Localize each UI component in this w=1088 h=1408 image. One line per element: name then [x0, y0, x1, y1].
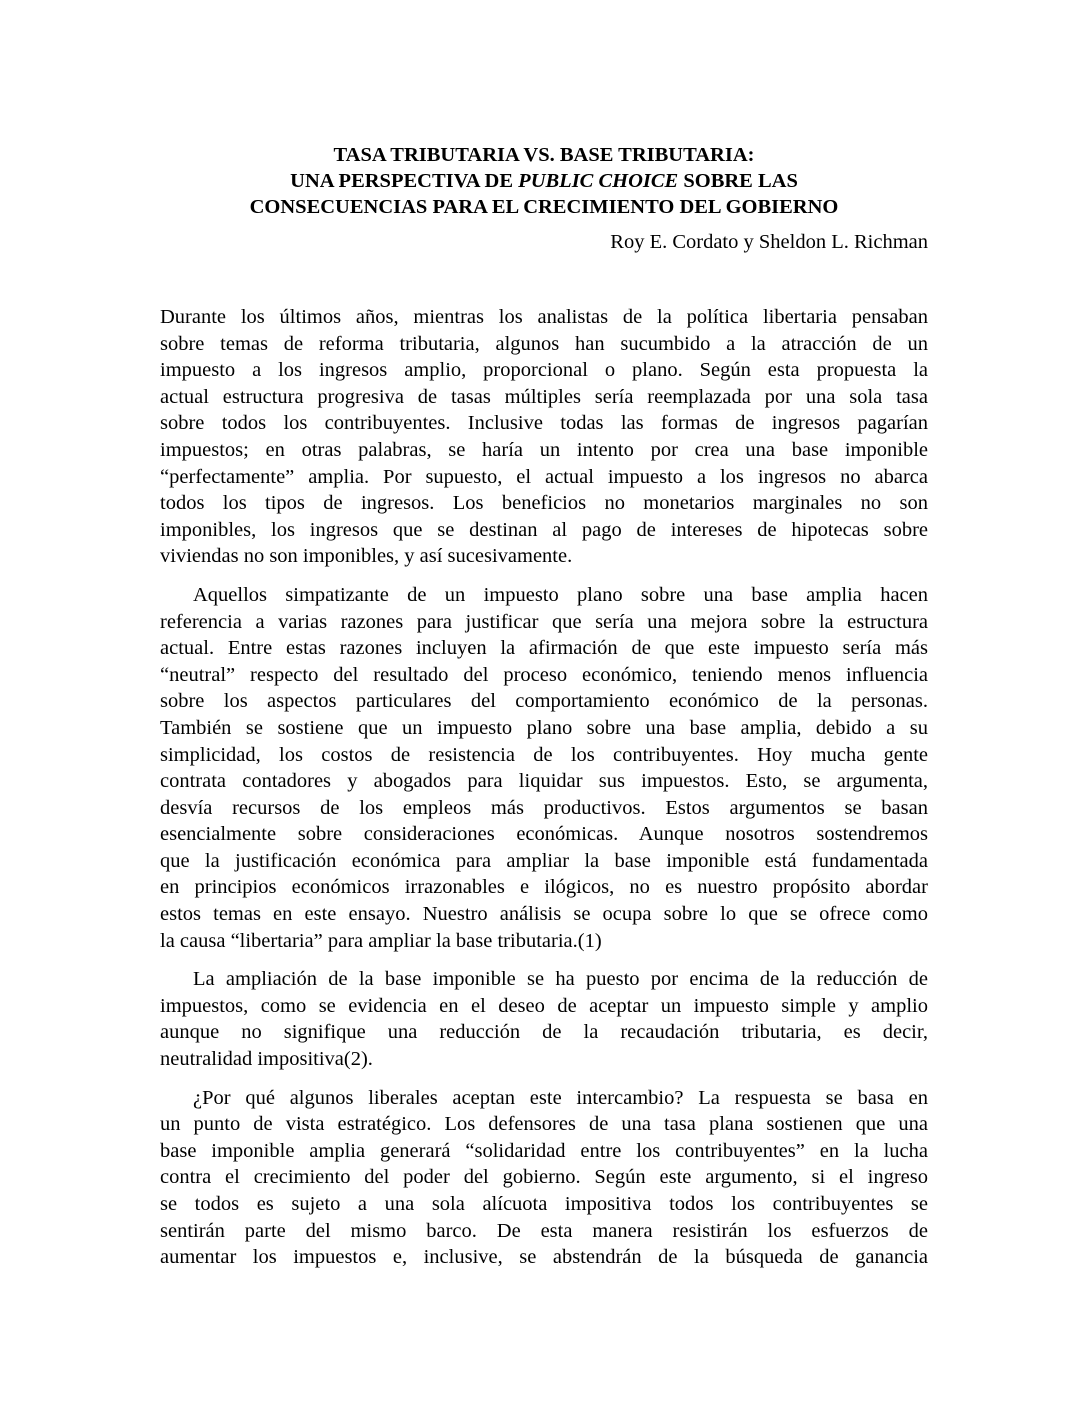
document-title [160, 142, 928, 220]
paragraph-line: actual. Entre estas razones incluyen la afirmación de que este impuesto sería más [160, 637, 928, 660]
paragraph-line: sobre temas de reforma tributaria, algunos han sucumbido a la atracción de un [160, 332, 928, 355]
paragraph-line: referencia a varias razones para justificar que sería una mejora sobre la estructura [160, 610, 928, 633]
paragraph-line: La ampliación de la base imponible se ha puesto por encima de la reducción de [193, 968, 928, 991]
paragraph-line: estos temas en este ensayo. Nuestro análisis se ocupa sobre lo que se ofrece como [160, 903, 928, 926]
paragraph-line: neutralidad impositiva(2). [160, 1048, 373, 1071]
paragraph-line: que la justificación económica para ampliar la base imponible está fundamentada [160, 849, 928, 872]
paragraph-line: base imponible amplia generará “solidaridad entre los contribuyentes” en la lucha [160, 1139, 928, 1162]
paragraph-line: desvía recursos de los empleos más productivos. Estos argumentos se basan [160, 796, 928, 819]
paragraph-line: contrata contadores y abogados para liquidar sus impuestos. Esto, se argumenta, [160, 770, 928, 793]
paragraph-line: También se sostiene que un impuesto plano sobre una base amplia, debido a su [160, 716, 928, 739]
paragraph-line: todos los tipos de ingresos. Los beneficios no monetarios marginales no son [160, 492, 928, 515]
paragraph [160, 582, 928, 954]
paragraph-line: un punto de vista estratégico. Los defensores de una tasa plana sostienen que una [160, 1113, 928, 1136]
title-line-3: CONSECUENCIAS PARA EL CRECIMIENTO DEL GOBIERNO [249, 196, 839, 218]
paragraph-line: “neutral” respecto del resultado del proceso económico, teniendo menos influencia [160, 663, 928, 686]
paragraph-line: impuesto a los ingresos amplio, proporcional o plano. Según esta propuesta la [160, 359, 928, 382]
authors-byline: Roy E. Cordato y Sheldon L. Richman [610, 231, 928, 253]
paragraph-line: la causa “libertaria” para ampliar la base tributaria.(1) [160, 929, 602, 952]
paragraph [160, 966, 928, 1072]
paragraph-line: sobre todos los contribuyentes. Inclusive todas las formas de ingresos pagarían [160, 412, 928, 435]
document-body [160, 304, 928, 1283]
paragraph-line: se todos es sujeto a una sola alícuota impositiva todos los contribuyentes se [160, 1193, 928, 1215]
paragraph-line: simplicidad, los costos de resistencia de los contribuyentes. Hoy mucha gente [160, 743, 928, 766]
paragraph-line: actual estructura progresiva de tasas múltiples sería reemplazada por una sola tasa [160, 385, 928, 408]
title-line-2: UNA PERSPECTIVA DE PUBLIC CHOICE SOBRE LAS [290, 170, 798, 192]
paragraph-line: contra el crecimiento del poder del gobierno. Según este argumento, si el ingreso [160, 1166, 928, 1189]
paragraph-line: aumentar los impuestos e, inclusive, se abstendrán de la búsqueda de ganancia [160, 1246, 928, 1269]
paragraph-line: en principios económicos irrazonables e ilógicos, no es nuestro propósito abordar [160, 876, 928, 899]
paragraph-line: “perfectamente” amplia. Por supuesto, el actual impuesto a los ingresos no abarca [160, 465, 928, 488]
paragraph-line: impuestos; en otras palabras, se haría un intento por crea una base imponible [160, 438, 928, 461]
paragraph-line: impuestos, como se evidencia en el deseo de aceptar un impuesto simple y amplio [160, 994, 928, 1017]
paragraph [160, 1085, 928, 1271]
paragraph-line: sobre los aspectos particulares del comportamiento económico de la personas. [160, 690, 928, 713]
title-italic-term: PUBLIC CHOICE [518, 170, 679, 192]
paragraph-line: viviendas no son imponibles, y así sucesivamente. [160, 545, 573, 568]
paragraph-line: imponibles, los ingresos que se destinan al pago de intereses de hipotecas sobre [160, 518, 928, 541]
paragraph-line: Durante los últimos años, mientras los analistas de la política libertaria pensaban [160, 306, 928, 328]
title-line-1: TASA TRIBUTARIA VS. BASE TRIBUTARIA: [333, 144, 755, 166]
paragraph-line: Aquellos simpatizante de un impuesto plano sobre una base amplia hacen [193, 583, 928, 606]
paragraph-line: esencialmente sobre consideraciones económicas. Aunque nosotros sostendremos [160, 823, 928, 846]
paragraph-line: aunque no signifique una reducción de la recaudación tributaria, es decir, [160, 1021, 928, 1044]
paragraph-line: ¿Por qué algunos liberales aceptan este intercambio? La respuesta se basa en [193, 1086, 928, 1109]
paragraph-line: sentirán parte del mismo barco. De esta manera resistirán los esfuerzos de [160, 1219, 928, 1242]
paragraph [160, 304, 928, 570]
